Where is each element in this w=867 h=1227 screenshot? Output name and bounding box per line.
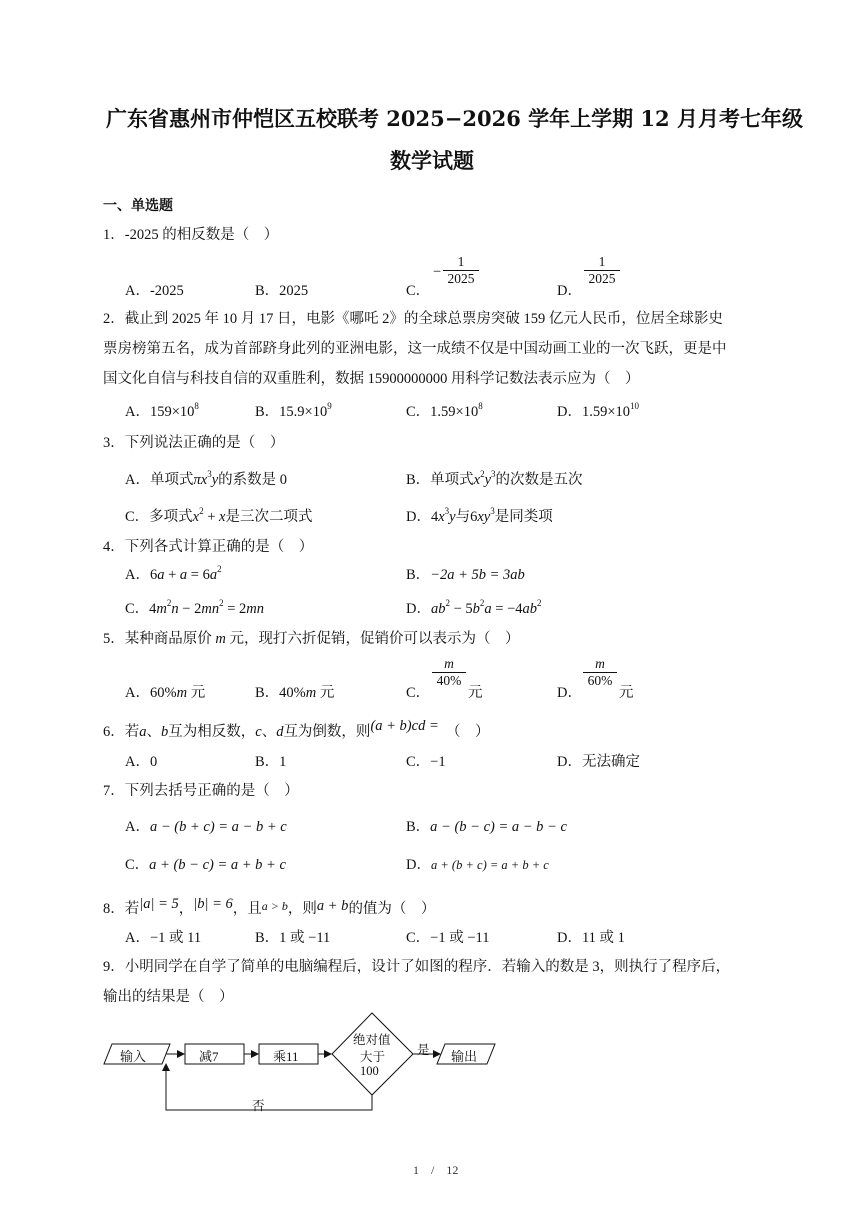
stem-text: 元，现打六折促销，促销价可以表示为（ ）: [229, 631, 520, 647]
q5-option-c-unit: 元: [468, 685, 483, 701]
option-label: D．: [406, 601, 431, 617]
option-label: D．: [406, 857, 431, 873]
option-var: m: [176, 685, 188, 701]
option-text: 是同类项: [494, 509, 553, 525]
q8-option-d: D．11 或 1: [557, 930, 625, 946]
fraction-denominator: 60%: [587, 673, 613, 688]
option-text: 与: [455, 509, 471, 525]
question-1-stem: 1．-2025 的相反数是（ ）: [103, 227, 279, 243]
flow-loop-back-line: [166, 1064, 372, 1110]
question-9-line1: 9．小明同学在自学了简单的电脑编程后，设计了如图的程序．若输入的数是 3，则执行了程序后，: [103, 959, 731, 975]
stem-expression: |a| = 5: [139, 896, 179, 912]
question-7-stem: 7．下列去括号正确的是（ ）: [103, 783, 299, 799]
q1-option-c-sign: −: [433, 264, 442, 280]
section-heading: 一、单选题: [103, 198, 173, 214]
option-expr: 40%: [279, 685, 306, 701]
q3-option-c: C．多项式$x^2 + x$是三次二项式: [125, 506, 313, 525]
option-label: B．: [255, 685, 280, 701]
question-2-line1: 2．截止到 2025 年 10 月 17 日，电影《哪吒 2》的全球总票房突破 159 亿元人民币，位居全球影史: [103, 311, 723, 327]
q6-option-d: D．无法确定: [557, 754, 640, 770]
question-2-line3: 国文化自信与科技自信的双重胜利，数据 15900000000 用科学记数法表示应为（ ）: [103, 371, 640, 387]
q1-option-d-label: D．: [557, 283, 582, 299]
stem-text: ，且: [232, 901, 262, 917]
stem-text: 互为倒数，则: [283, 724, 371, 740]
stem-expression: |b| = 6: [193, 896, 233, 912]
option-exponent: 9: [327, 401, 332, 411]
q5-option-c-label: C．: [406, 685, 431, 701]
question-4-stem: 4．下列各式计算正确的是（ ）: [103, 539, 314, 555]
option-expr: 60%: [149, 685, 177, 701]
option-text: D．: [406, 509, 431, 525]
flow-decision-label-1: 绝对值: [353, 1033, 391, 1047]
option-expr: 159×10: [149, 404, 195, 420]
option-expr: a + (b − c) = a + b + c: [149, 857, 286, 873]
q1-option-c-label: C．: [406, 283, 431, 299]
option-expr: 1.59×10: [430, 404, 479, 420]
flow-multiply-label: 乘11: [273, 1049, 299, 1064]
option-unit: 元: [190, 685, 206, 701]
option-text: 的系数是 0: [218, 472, 287, 488]
stem-text: 5．某种商品原价: [103, 631, 212, 647]
option-label: D．: [557, 404, 582, 420]
option-text: 是三次二项式: [225, 509, 313, 525]
flow-decision-label-3: 100: [360, 1064, 379, 1078]
q3-option-a: A．单项式$\pi x^3y$的系数是 0: [125, 469, 287, 488]
q4-option-c: C．$4m^2n - 2mn^2 = 2mn$: [125, 598, 264, 617]
stem-text: ，: [178, 901, 194, 917]
q3-option-d: D．$4x^3y$与$6xy^3$是同类项: [406, 506, 553, 525]
option-text: B．单项式: [406, 472, 474, 488]
option-expr: 15.9×10: [279, 404, 328, 420]
stem-text: （ ）: [453, 724, 490, 740]
fraction-denominator: 2025: [447, 271, 475, 286]
fraction-numerator: 1: [457, 254, 465, 269]
stem-variable: d: [276, 724, 284, 740]
fraction-numerator: 1: [598, 254, 606, 269]
q8-option-c: C．−1 或 −11: [406, 930, 490, 946]
fraction-denominator: 40%: [436, 673, 462, 688]
stem-text: 互为相反数，: [168, 724, 256, 740]
page-number: 1 / 12: [413, 1163, 459, 1177]
q8-option-b: B．1 或 −11: [255, 930, 331, 946]
stem-variable: c: [255, 724, 262, 740]
flow-yes-label: 是: [417, 1043, 430, 1057]
option-label: A．: [125, 567, 150, 583]
stem-text: 6．若: [103, 724, 140, 740]
page-title-line2: 数学试题: [390, 148, 474, 173]
option-var: m: [305, 685, 317, 701]
option-label: A．: [125, 819, 150, 835]
stem-text: 、: [261, 724, 277, 740]
flow-decision-label-2: 大于: [360, 1050, 386, 1064]
option-exponent: 8: [478, 401, 483, 411]
flow-output-label: 输出: [451, 1049, 478, 1064]
page-title: 广东省惠州市仲恺区五校联考 2025−2026 学年上学期 12 月月考七年级: [106, 106, 803, 131]
stem-text: 的值为（ ）: [348, 901, 436, 917]
flow-no-label: 否: [252, 1099, 265, 1113]
option-exponent: 10: [630, 401, 640, 411]
flow-input-label: 输入: [120, 1049, 147, 1064]
question-9-line2: 输出的结果是（ ）: [103, 989, 234, 1005]
option-label: B．: [406, 819, 431, 835]
stem-text: 、: [146, 724, 161, 740]
stem-variable: m: [215, 631, 226, 647]
q4-option-a: A．$6a + a = 6a^2$: [125, 564, 222, 583]
flow-minus-label: 减7: [199, 1049, 219, 1064]
option-expr: a − (b + c) = a − b + c: [149, 819, 287, 835]
stem-text: 8．若: [103, 901, 140, 917]
q1-option-b: B．2025: [255, 283, 309, 299]
option-text: C．多项式: [125, 509, 193, 525]
question-2-line2: 票房榜第五名，成为首部跻身此列的亚洲电影，这一成绩不仅是中国动画工业的一次飞跃，更是中: [103, 341, 727, 357]
option-exponent: 8: [194, 401, 199, 411]
option-expr: a + (b + c) = a + b + c: [430, 858, 549, 872]
option-unit: 元: [319, 685, 335, 701]
stem-variable: b: [161, 724, 169, 740]
stem-expression: a > b: [261, 899, 288, 913]
option-label: A．: [125, 685, 150, 701]
fraction-denominator: 2025: [588, 271, 616, 286]
stem-text: ，则: [287, 901, 317, 917]
option-label: A．: [125, 404, 150, 420]
q5-option-d-label: D．: [557, 685, 582, 701]
q6-option-b: B．1: [255, 754, 287, 770]
q6-option-a: A．0: [125, 754, 158, 770]
stem-expression: a + b: [316, 898, 349, 914]
option-label: B．: [255, 404, 280, 420]
fraction-numerator: m: [444, 656, 454, 671]
option-label: B．: [406, 567, 431, 583]
question-3-stem: 3．下列说法正确的是（ ）: [103, 435, 285, 451]
q8-option-a: A．−1 或 11: [125, 930, 202, 946]
stem-variable: a: [139, 724, 147, 740]
q6-option-c: C．−1: [406, 754, 446, 770]
q4-option-d: D．$ab^2 - 5b^2a = -4ab^2$: [406, 598, 542, 617]
q1-option-a: A．-2025: [125, 283, 184, 299]
fraction-numerator: m: [595, 656, 605, 671]
option-label: C．: [125, 601, 150, 617]
option-text: A．单项式: [125, 472, 194, 488]
q3-option-b: B．单项式$x^2y^3$的次数是五次: [406, 469, 583, 488]
stem-expression: (a + b)cd =: [370, 718, 439, 734]
option-text: 的次数是五次: [495, 472, 583, 488]
option-expr: a − (b − c) = a − b − c: [430, 819, 567, 835]
option-expr: −2a + 5b = 3ab: [430, 567, 525, 583]
q5-option-d-unit: 元: [619, 685, 634, 701]
option-label: C．: [406, 404, 431, 420]
option-label: C．: [125, 857, 150, 873]
option-expr: 1.59×10: [581, 404, 631, 420]
